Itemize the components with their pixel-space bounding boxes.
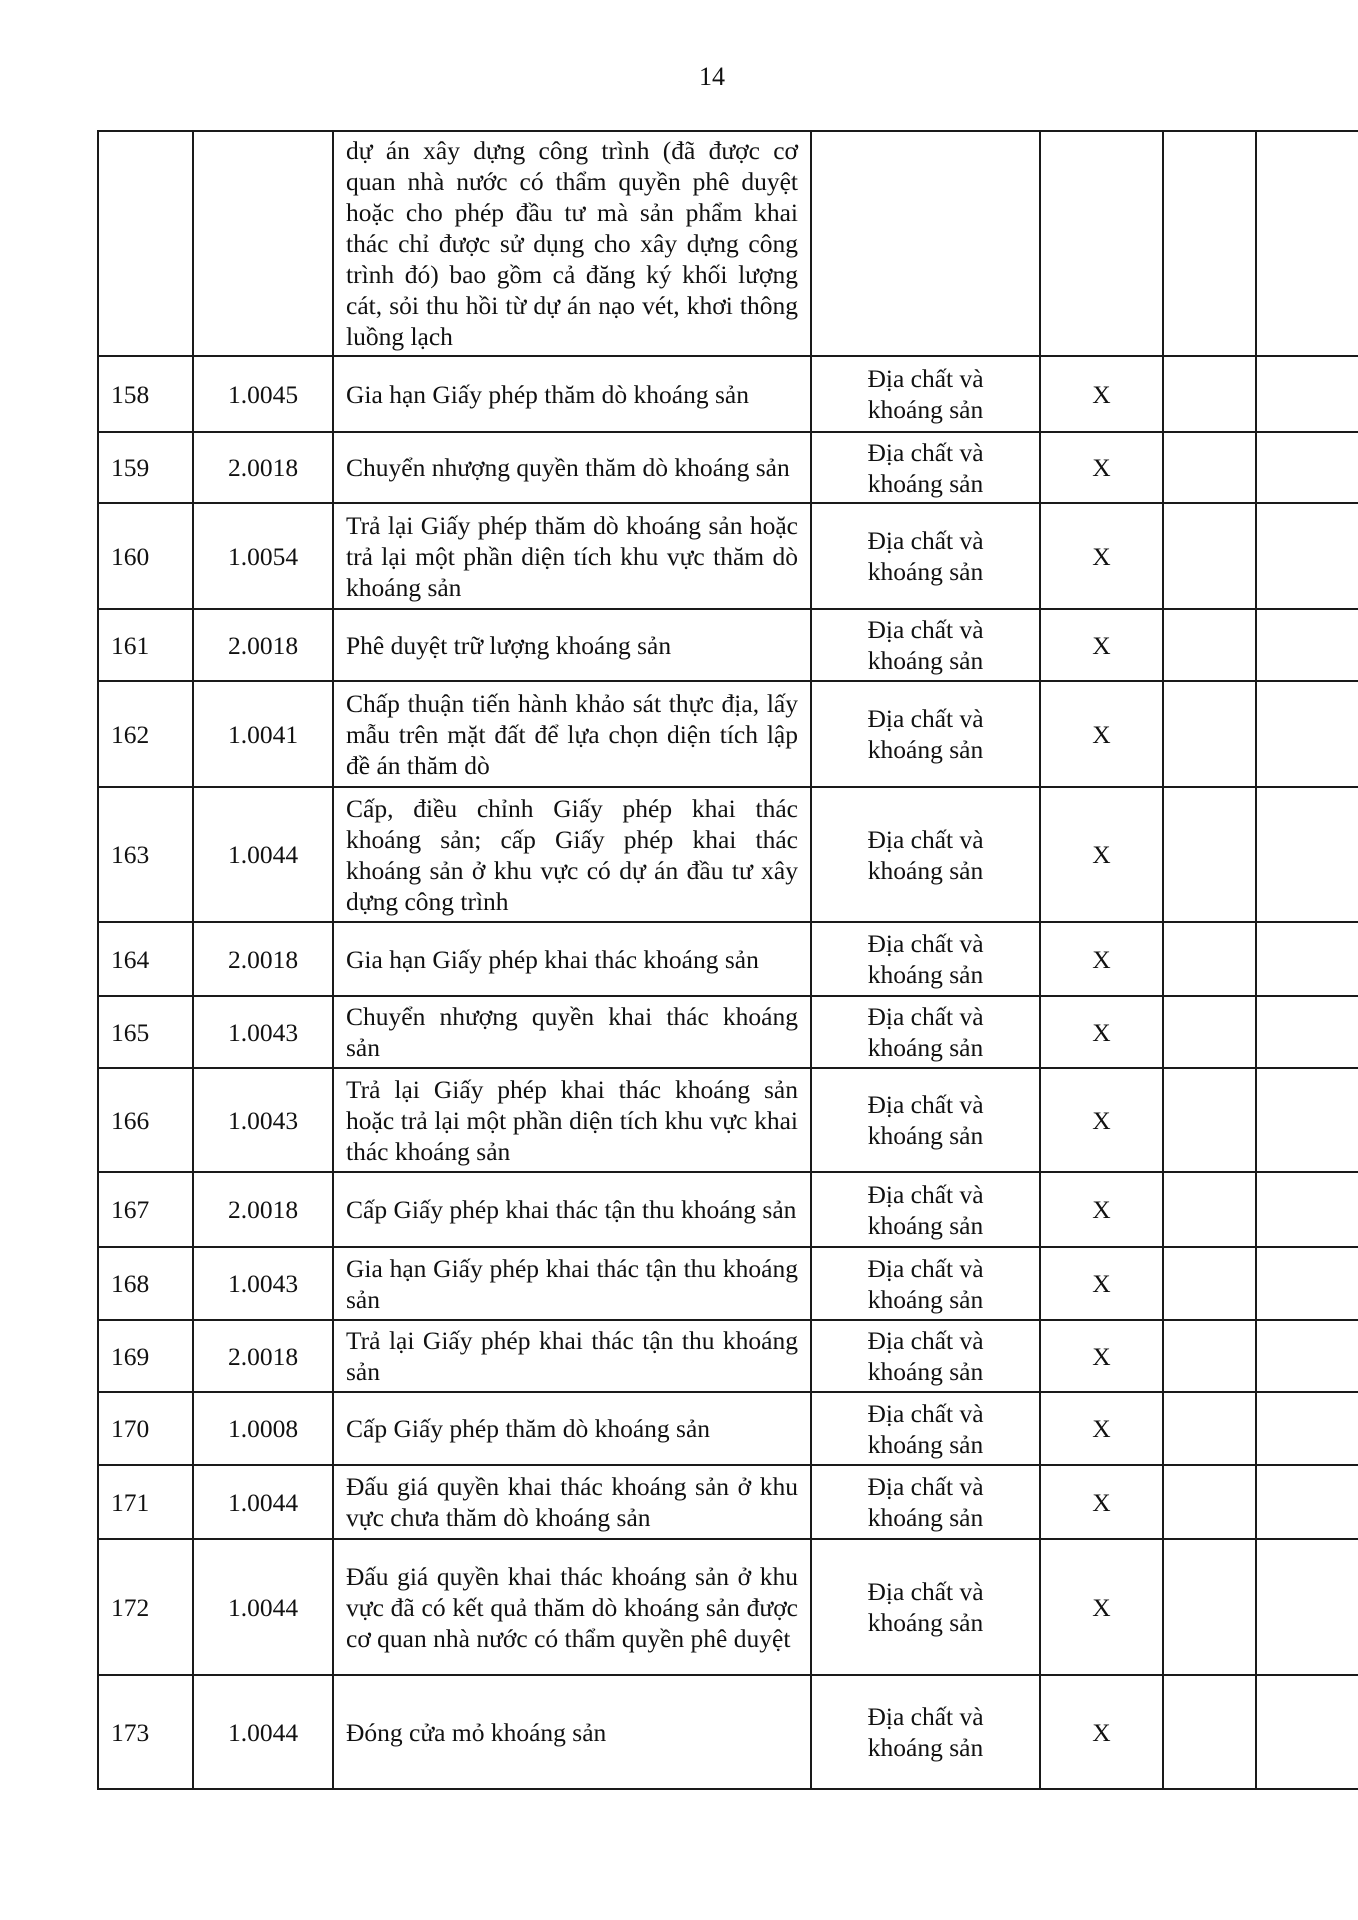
field-line-2: khoáng sản xyxy=(867,557,984,586)
field-line-1: Địa chất và xyxy=(867,704,984,733)
procedure-description: Cấp, điều chỉnh Giấy phép khai thác khoáng sản; cấp Giấy phép khai thác khoáng sản ở khu vực có dự án đầu tư xây dựng công trình xyxy=(333,787,811,922)
mark-cell: X xyxy=(1040,996,1163,1068)
empty-cell xyxy=(1163,609,1256,681)
procedure-code: 1.0044 xyxy=(193,1539,333,1675)
field-cell xyxy=(811,356,1040,432)
procedure-code: 1.0044 xyxy=(193,1465,333,1539)
empty-cell xyxy=(1163,1247,1256,1320)
field-line-2: khoáng sản xyxy=(867,1357,984,1386)
field-line-2: khoáng sản xyxy=(867,1284,984,1314)
field-cell xyxy=(811,1465,1040,1539)
empty-cell xyxy=(1163,1539,1256,1675)
empty-cell xyxy=(1256,681,1358,787)
empty-cell xyxy=(1256,996,1358,1068)
mark-cell: X xyxy=(1040,1539,1163,1675)
field-cell xyxy=(811,131,1040,356)
field-line-1: Địa chất và xyxy=(867,1702,984,1731)
empty-cell xyxy=(1256,609,1358,681)
row-number: 173 xyxy=(98,1675,193,1789)
empty-cell xyxy=(1256,1068,1358,1172)
table-row xyxy=(98,922,1358,996)
field-cell xyxy=(811,1392,1040,1465)
procedures-table-body xyxy=(98,131,1358,1789)
field-cell xyxy=(811,1539,1040,1675)
procedure-code: 1.0041 xyxy=(193,681,333,787)
mark-cell xyxy=(1040,131,1163,356)
field-line-2: khoáng sản xyxy=(867,395,984,424)
empty-cell xyxy=(1163,996,1256,1068)
procedure-description: Cấp Giấy phép khai thác tận thu khoáng sản xyxy=(333,1172,811,1247)
table-row xyxy=(98,1392,1358,1465)
mark-cell: X xyxy=(1040,503,1163,609)
empty-cell xyxy=(1256,432,1358,503)
empty-cell xyxy=(1163,356,1256,432)
field-cell xyxy=(811,503,1040,609)
row-number: 169 xyxy=(98,1320,193,1392)
empty-cell xyxy=(1256,787,1358,922)
empty-cell xyxy=(1163,503,1256,609)
empty-cell xyxy=(1256,1465,1358,1539)
field-line-1: Địa chất và xyxy=(867,615,984,644)
row-number: 162 xyxy=(98,681,193,787)
empty-cell xyxy=(1163,787,1256,922)
empty-cell xyxy=(1256,1392,1358,1465)
procedure-description: Cấp Giấy phép thăm dò khoáng sản xyxy=(333,1392,811,1465)
field-line-1: Địa chất và xyxy=(867,1090,984,1119)
field-line-1: Địa chất và xyxy=(867,1472,984,1501)
field-line-1: Địa chất và xyxy=(867,929,984,958)
field-cell xyxy=(811,1675,1040,1789)
field-cell xyxy=(811,1172,1040,1247)
mark-cell: X xyxy=(1040,432,1163,503)
procedure-code: 1.0054 xyxy=(193,503,333,609)
field-cell xyxy=(811,1068,1040,1172)
procedure-code: 2.0018 xyxy=(193,609,333,681)
empty-cell xyxy=(1256,1247,1358,1320)
row-number: 158 xyxy=(98,356,193,432)
procedure-description: Gia hạn Giấy phép khai thác khoáng sản xyxy=(333,922,811,996)
procedure-description: Gia hạn Giấy phép khai thác tận thu khoáng sản xyxy=(333,1247,811,1320)
row-number: 163 xyxy=(98,787,193,922)
table-row xyxy=(98,356,1358,432)
field-line-1: Địa chất và xyxy=(867,1179,984,1209)
field-cell xyxy=(811,1247,1040,1320)
empty-cell xyxy=(1256,1172,1358,1247)
row-number xyxy=(98,131,193,356)
row-number: 160 xyxy=(98,503,193,609)
procedure-code: 2.0018 xyxy=(193,432,333,503)
empty-cell xyxy=(1163,1465,1256,1539)
field-line-1: Địa chất và xyxy=(867,824,984,854)
procedures-table xyxy=(97,130,1358,1790)
table-row xyxy=(98,996,1358,1068)
row-number: 172 xyxy=(98,1539,193,1675)
row-number: 166 xyxy=(98,1068,193,1172)
empty-cell xyxy=(1163,131,1256,356)
field-line-1: Địa chất và xyxy=(867,437,984,467)
procedure-description: Phê duyệt trữ lượng khoáng sản xyxy=(333,609,811,681)
empty-cell xyxy=(1256,1539,1358,1675)
row-number: 164 xyxy=(98,922,193,996)
table-row xyxy=(98,432,1358,503)
field-line-1: Địa chất và xyxy=(867,1326,984,1355)
procedure-code: 1.0044 xyxy=(193,1675,333,1789)
mark-cell: X xyxy=(1040,787,1163,922)
table-row xyxy=(98,1465,1358,1539)
mark-cell: X xyxy=(1040,356,1163,432)
mark-cell: X xyxy=(1040,1675,1163,1789)
empty-cell xyxy=(1256,131,1358,356)
empty-cell xyxy=(1256,1320,1358,1392)
field-line-2: khoáng sản xyxy=(867,1121,984,1150)
field-line-2: khoáng sản xyxy=(867,1033,984,1062)
procedure-description: Đấu giá quyền khai thác khoáng sản ở khu vực chưa thăm dò khoáng sản xyxy=(333,1465,811,1539)
field-cell xyxy=(811,681,1040,787)
field-line-1: Địa chất và xyxy=(867,1398,984,1428)
procedure-code: 2.0018 xyxy=(193,1172,333,1247)
field-line-1: Địa chất và xyxy=(867,526,984,555)
field-line-1: Địa chất và xyxy=(867,364,984,393)
table-row xyxy=(98,1247,1358,1320)
field-cell xyxy=(811,922,1040,996)
empty-cell xyxy=(1163,1172,1256,1247)
field-cell xyxy=(811,609,1040,681)
procedure-code: 1.0008 xyxy=(193,1392,333,1465)
field-line-2: khoáng sản xyxy=(867,735,984,764)
empty-cell xyxy=(1163,1068,1256,1172)
table-row xyxy=(98,787,1358,922)
empty-cell xyxy=(1163,681,1256,787)
procedure-description: Chuyển nhượng quyền khai thác khoáng sản xyxy=(333,996,811,1068)
field-line-2: khoáng sản xyxy=(867,1429,984,1459)
mark-cell: X xyxy=(1040,609,1163,681)
mark-cell: X xyxy=(1040,681,1163,787)
mark-cell: X xyxy=(1040,1465,1163,1539)
field-line-2: khoáng sản xyxy=(867,1210,984,1240)
field-line-2: khoáng sản xyxy=(867,1503,984,1532)
table-row xyxy=(98,503,1358,609)
mark-cell: X xyxy=(1040,1247,1163,1320)
procedure-description: Đóng cửa mỏ khoáng sản xyxy=(333,1675,811,1789)
empty-cell xyxy=(1256,1675,1358,1789)
mark-cell: X xyxy=(1040,1320,1163,1392)
field-line-2: khoáng sản xyxy=(867,1608,984,1637)
table-row xyxy=(98,1068,1358,1172)
procedure-description: Trả lại Giấy phép khai thác khoáng sản hoặc trả lại một phần diện tích khu vực khai thác khoáng sản xyxy=(333,1068,811,1172)
mark-cell: X xyxy=(1040,922,1163,996)
row-number: 168 xyxy=(98,1247,193,1320)
field-cell xyxy=(811,1320,1040,1392)
field-cell xyxy=(811,432,1040,503)
procedure-code: 2.0018 xyxy=(193,922,333,996)
procedure-description: Gia hạn Giấy phép thăm dò khoáng sản xyxy=(333,356,811,432)
empty-cell xyxy=(1163,922,1256,996)
row-number: 167 xyxy=(98,1172,193,1247)
row-number: 159 xyxy=(98,432,193,503)
page-number: 14 xyxy=(699,62,725,91)
mark-cell: X xyxy=(1040,1172,1163,1247)
procedure-description: Chấp thuận tiến hành khảo sát thực địa, lấy mẫu trên mặt đất để lựa chọn diện tích lập đề án thăm dò xyxy=(333,681,811,787)
field-line-2: khoáng sản xyxy=(867,646,984,675)
table-row xyxy=(98,131,1358,356)
empty-cell xyxy=(1163,1392,1256,1465)
row-number: 165 xyxy=(98,996,193,1068)
field-line-2: khoáng sản xyxy=(867,855,984,885)
field-line-2: khoáng sản xyxy=(867,1733,984,1762)
empty-cell xyxy=(1163,432,1256,503)
empty-cell xyxy=(1256,922,1358,996)
empty-cell xyxy=(1163,1320,1256,1392)
field-line-1: Địa chất và xyxy=(867,1577,984,1606)
procedure-code: 1.0043 xyxy=(193,1068,333,1172)
mark-cell: X xyxy=(1040,1068,1163,1172)
empty-cell xyxy=(1256,503,1358,609)
row-number: 161 xyxy=(98,609,193,681)
procedure-code xyxy=(193,131,333,356)
procedure-description: Đấu giá quyền khai thác khoáng sản ở khu vực đã có kết quả thăm dò khoáng sản được cơ quan nhà nước có thẩm quyền phê duyệt xyxy=(333,1539,811,1675)
field-line-1: Địa chất và xyxy=(867,1253,984,1283)
procedure-description: dự án xây dựng công trình (đã được cơ quan nhà nước có thẩm quyền phê duyệt hoặc cho phép đầu tư mà sản phẩm khai thác chỉ được sử dụng cho xây dựng công trình đó) bao gồm cả đăng ký khối lượng cát, sỏi thu hồi từ dự án nạo vét, khơi thông luồng lạch xyxy=(333,131,811,356)
table-row xyxy=(98,1172,1358,1247)
table-row xyxy=(98,1320,1358,1392)
procedure-code: 1.0043 xyxy=(193,996,333,1068)
procedure-description: Chuyển nhượng quyền thăm dò khoáng sản xyxy=(333,432,811,503)
mark-cell: X xyxy=(1040,1392,1163,1465)
procedure-description: Trả lại Giấy phép khai thác tận thu khoáng sản xyxy=(333,1320,811,1392)
empty-cell xyxy=(1163,1675,1256,1789)
row-number: 171 xyxy=(98,1465,193,1539)
table-row xyxy=(98,1539,1358,1675)
procedure-code: 1.0045 xyxy=(193,356,333,432)
table-row xyxy=(98,1675,1358,1789)
procedure-code: 2.0018 xyxy=(193,1320,333,1392)
row-number: 170 xyxy=(98,1392,193,1465)
empty-cell xyxy=(1256,356,1358,432)
field-cell xyxy=(811,996,1040,1068)
procedure-description: Trả lại Giấy phép thăm dò khoáng sản hoặc trả lại một phần diện tích khu vực thăm dò khoáng sản xyxy=(333,503,811,609)
procedure-code: 1.0043 xyxy=(193,1247,333,1320)
table-row xyxy=(98,681,1358,787)
field-line-2: khoáng sản xyxy=(867,468,984,498)
table-row xyxy=(98,609,1358,681)
field-line-2: khoáng sản xyxy=(867,960,984,989)
field-line-1: Địa chất và xyxy=(867,1002,984,1031)
field-cell xyxy=(811,787,1040,922)
procedure-code: 1.0044 xyxy=(193,787,333,922)
